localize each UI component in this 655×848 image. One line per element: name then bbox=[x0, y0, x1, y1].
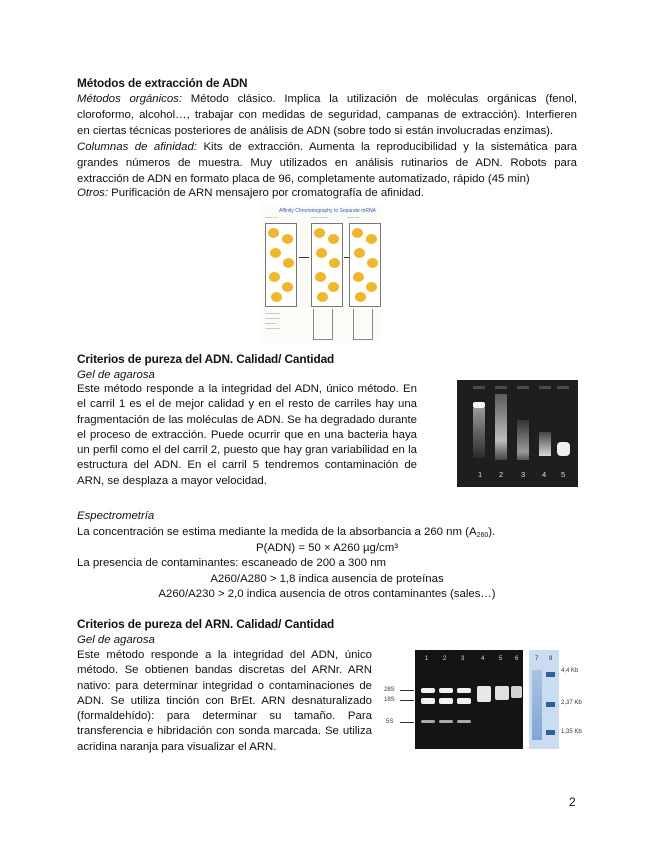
marker-band bbox=[546, 702, 555, 707]
gel1-lane-label-4: 4 bbox=[542, 470, 547, 479]
column-tube-3 bbox=[349, 223, 381, 307]
paragraph-otros: Otros: Purificación de ARN mensajero por cromatografía de afinidad. bbox=[77, 187, 424, 199]
rna-band bbox=[457, 720, 471, 723]
gel1-lane-label-2: 2 bbox=[499, 470, 504, 479]
rna-agarose-gel-image bbox=[415, 650, 523, 749]
paragraph-gel-adn: Este método responde a la integridad del ADN, único método. En el carril 1 es el de mejor calidad y en el resto de carriles hay una fragmentación de las moléculas de ADN. Se ha degradado durante el proceso de extracción. Puede ocurrir que en una bacteria haya un perfil como el del carril 2, puesto que hay gran variabilidad en la estructura del ADN. En el carril 5 tendremos contaminación de ARN, se desplaza a mayor velocidad. bbox=[77, 383, 417, 487]
paragraph-organicos-line2: cloroformo, alcohol…, trabajar con medidas de seguridad, campanas de extracción). Interfieren bbox=[77, 109, 577, 121]
marker-lane-7 bbox=[532, 670, 542, 740]
gel2-lane-label-7: 7 bbox=[535, 656, 539, 662]
lane5-band bbox=[557, 442, 570, 456]
rna-band bbox=[457, 698, 471, 704]
paragraph-columnas-line1: Columnas de afinidad: Kits de extracción. Aumenta la reproducibilidad y la sistemática para bbox=[77, 141, 577, 153]
arrow-1 bbox=[299, 257, 309, 258]
section-title-extraccion: Métodos de extracción de ADN bbox=[77, 76, 248, 90]
section-title-pureza-adn: Criterios de pureza del ADN. Calidad/ Cantidad bbox=[77, 352, 335, 366]
arrow-28s bbox=[400, 690, 414, 691]
rna-marker-lanes bbox=[529, 650, 559, 749]
formula-padn: P(ADN) = 50 × A260 µg/cm³ bbox=[255, 542, 399, 554]
marker-label-2-37kb: 2,37 Kb bbox=[561, 700, 582, 706]
arrow-18s bbox=[400, 700, 414, 701]
rna-band bbox=[439, 698, 453, 704]
dna-agarose-gel-image bbox=[457, 380, 578, 487]
paragraph-columnas-line3: extracción de ADN en formato placa de 96, completamente automatizado, rápido (45 min) bbox=[77, 173, 530, 185]
affinity-chromatography-figure: Affinity Chromatography to Separate mRNA —— — —— —— —— — ———— ———— ——— ———— bbox=[261, 205, 381, 343]
marker-label-4-4kb: 4,4 Kb bbox=[561, 668, 579, 674]
rna-band bbox=[477, 686, 491, 702]
paragraph-concentracion: La concentración se estima mediante la medida de la absorbancia a 260 nm $(A_{260})$. bbox=[77, 526, 496, 539]
rna-band bbox=[511, 686, 522, 698]
ratio-a260-a230: A260/A230 > 2,0 indica ausencia de otros contaminantes (sales…) bbox=[158, 588, 496, 600]
collection-tube-1 bbox=[313, 309, 333, 340]
marker-label-1-35kb: 1,35 Kb bbox=[561, 729, 582, 735]
figure-title: Affinity Chromatography to Separate mRNA bbox=[279, 208, 376, 214]
gel2-lane-label-4: 4 bbox=[481, 656, 485, 662]
gel2-lane-label-6: 6 bbox=[515, 656, 519, 662]
paragraph-columnas-line2: grandes números de muestra. Muy utilizados en análisis rutinarios de ADN. Robots para bbox=[77, 157, 577, 169]
label-columnas: Columnas de afinidad: bbox=[77, 141, 197, 153]
marker-band bbox=[546, 672, 555, 677]
paragraph-gel-arn: Este método responde a la integridad del ADN, único método. Se obtienen bandas discretas del ARNr. ARN nativo: para determinar integridad o contaminaciones de ADN. Se utiliza tinción con BrEt. ARN desnaturalizado (formaldehído): para determinar su tamaño. Para transferencia e hibridación con sonda marcada. Se utiliza acridina naranja para visualizar el ARN. bbox=[77, 649, 372, 753]
gel2-lane-label-5: 5 bbox=[499, 656, 503, 662]
gel2-lane-label-1: 1 bbox=[425, 656, 429, 662]
paragraph-contaminantes: La presencia de contaminantes: escaneado de 200 a 300 nm bbox=[77, 557, 387, 569]
paragraph-organicos-line1: Métodos orgánicos: Método clásico. Implica la utilización de moléculas orgánicas (fenol, bbox=[77, 93, 577, 105]
gel1-lane-label-1: 1 bbox=[478, 470, 483, 479]
section-title-pureza-arn: Criterios de pureza del ARN. Calidad/ Cantidad bbox=[77, 617, 335, 631]
lane3-smear bbox=[517, 420, 529, 460]
band-label-28s: 28S bbox=[384, 687, 395, 693]
label-otros: Otros: bbox=[77, 187, 109, 199]
column-tube-2 bbox=[311, 223, 343, 307]
column-tube-1 bbox=[265, 223, 297, 307]
collection-tube-2 bbox=[353, 309, 373, 340]
rna-band bbox=[421, 698, 435, 704]
page-number: 2 bbox=[569, 795, 576, 809]
gel1-lane-label-5: 5 bbox=[561, 470, 566, 479]
gel1-lane-label-3: 3 bbox=[521, 470, 526, 479]
label-organicos: Métodos orgánicos: bbox=[77, 93, 183, 105]
gel2-lane-label-2: 2 bbox=[443, 656, 447, 662]
lane1-smear bbox=[473, 408, 485, 458]
label-gel-agarosa-adn: Gel de agarosa bbox=[77, 369, 155, 381]
band-label-5s: 5S bbox=[386, 719, 394, 725]
paragraph-organicos-line3: en ciertas técnicas posteriores de análisis de ADN (sobre todo si están involucradas enzimas). bbox=[77, 125, 554, 137]
marker-band bbox=[546, 730, 555, 735]
gel2-lane-label-3: 3 bbox=[461, 656, 465, 662]
gel2-lane-label-8: 8 bbox=[549, 656, 553, 662]
arrow-5s bbox=[400, 722, 414, 723]
rna-band bbox=[495, 686, 509, 700]
rna-band bbox=[421, 688, 435, 693]
band-label-18s: 18S bbox=[384, 697, 395, 703]
rna-band bbox=[421, 720, 435, 723]
lane4-smear bbox=[539, 432, 551, 456]
label-gel-agarosa-arn: Gel de agarosa bbox=[77, 634, 155, 646]
rna-band bbox=[439, 688, 453, 693]
ratio-a260-a280: A260/A280 > 1,8 indica ausencia de proteínas bbox=[210, 573, 444, 585]
rna-band bbox=[439, 720, 453, 723]
lane2-smear bbox=[495, 394, 507, 460]
label-espectrometria: Espectrometría bbox=[77, 510, 155, 522]
rna-band bbox=[457, 688, 471, 693]
